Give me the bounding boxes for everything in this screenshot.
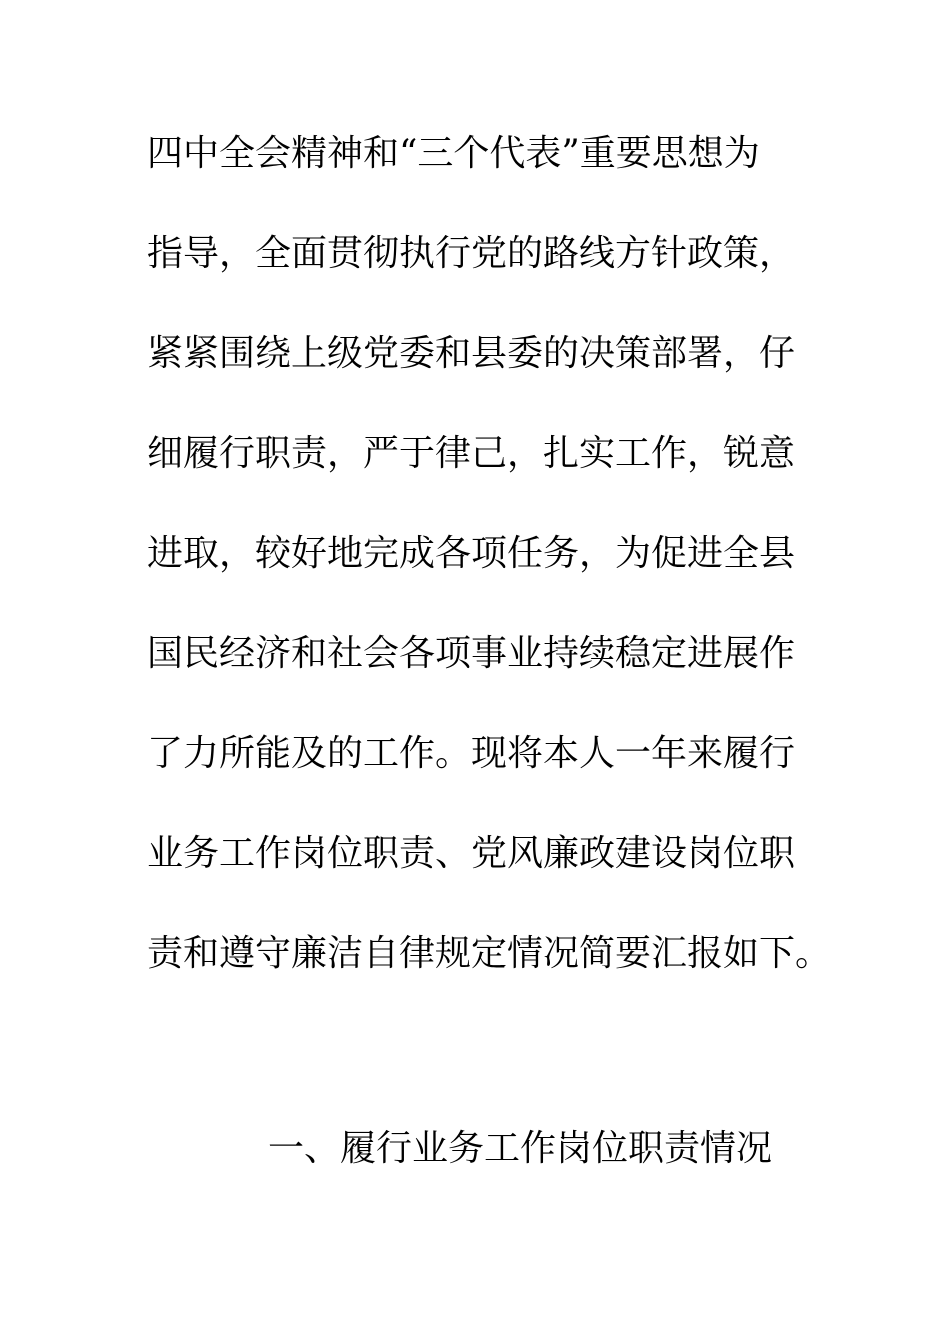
paragraph-line: 紧紧围绕上级党委和县委的决策部署，仔 — [147, 333, 796, 374]
body-paragraph — [147, 126, 832, 1026]
paragraph-line: 责和遵守廉洁自律规定情况简要汇报如下。 — [147, 933, 832, 974]
paragraph-line: 进取，较好地完成各项任务，为促进全县 — [147, 533, 796, 574]
paragraph-line: 国民经济和社会各项事业持续稳定进展作 — [147, 633, 796, 674]
section-heading: 一、履行业务工作岗位职责情况 — [268, 1128, 773, 1169]
paragraph-line: 指导，全面贯彻执行党的路线方针政策， — [147, 233, 796, 274]
paragraph-line: 了力所能及的工作。现将本人一年来履行 — [147, 733, 796, 774]
paragraph-line: 四中全会精神和“三个代表”重要思想为 — [147, 133, 760, 174]
paragraph-line: 细履行职责，严于律己，扎实工作，锐意 — [147, 433, 796, 474]
paragraph-line: 业务工作岗位职责、党风廉政建设岗位职 — [147, 833, 796, 874]
